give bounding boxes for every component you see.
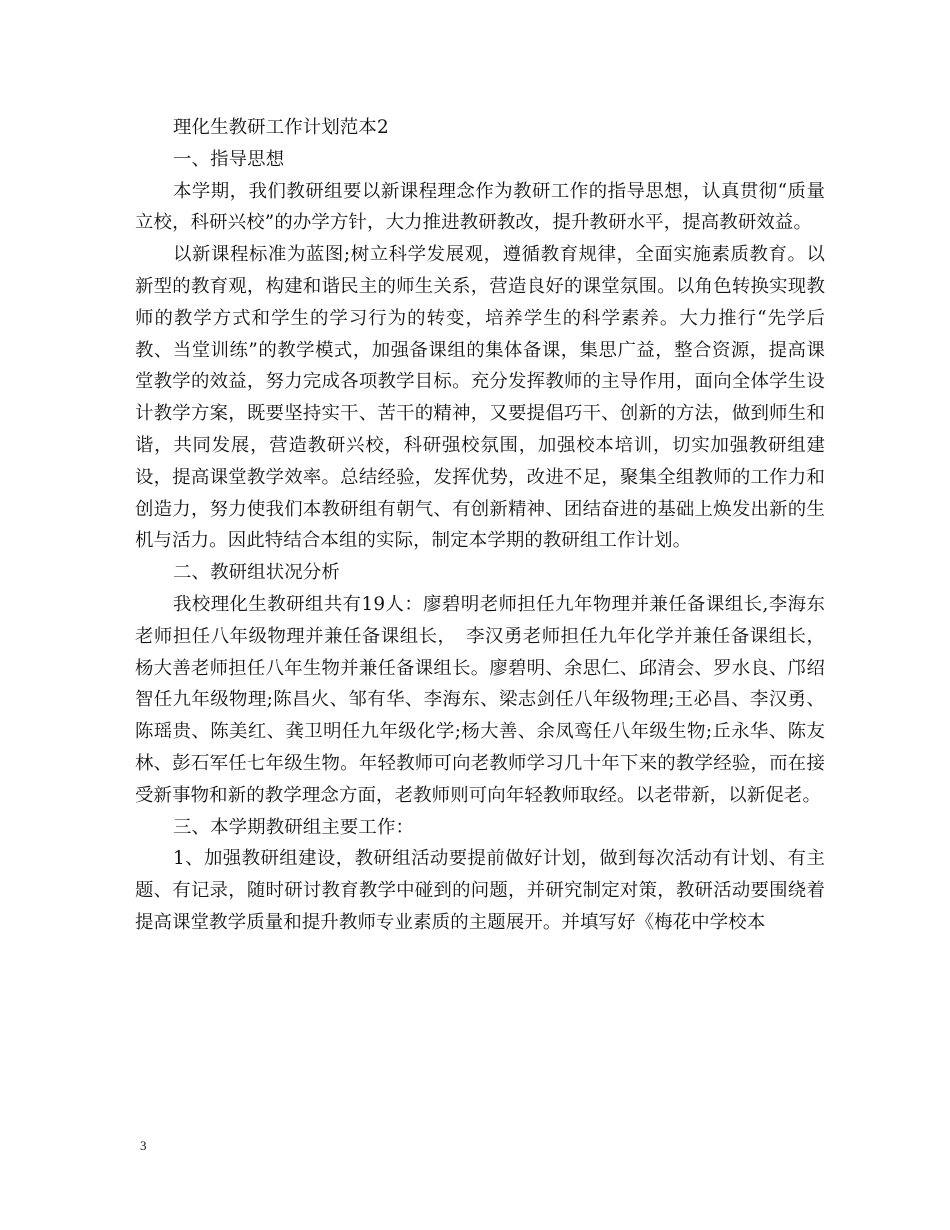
section-heading-group-analysis: 二、教研组状况分析 [173,562,340,584]
paragraph-teaching-concepts: 以新课程标准为蓝图;树立科学发展观，遵循教育规律，全面实施素质教育。以新型的教育观，构建和谐民主的师生关系，营造良好的课堂氛围。以角色转换实现教师的教学方式和学生的学习行为的转变，培养学生的科学素养。大力推行“先学后教、当堂训练”的教学模式，加强备课组的集体备课，集思广益，整合资源，提高课堂教学的效益，努力完成各项教学目标。充分发挥教师的主导作用，面向全体学生设计教学方案，既要坚持实干、苦干的精神，又要提倡巧干、创新的方法，做到师生和谐，共同发展，营造教研兴校，科研强校氛围，加强校本培训，切实加强教研组建设，提高课堂教学效率。总结经验，发挥优势，改进不足，聚集全组教师的工作力和创造力，努力使我们本教研组有朝气、有创新精神、团结奋进的基础上焕发出新的生机与活力。因此特结合本组的实际，制定本学期的教研组工作计划。 [135,244,825,552]
document-title: 理化生教研工作计划范本2 [173,117,389,138]
paragraph-guiding-ideology: 本学期，我们教研组要以新课程理念作为教研工作的指导思想，认真贯彻“质量立校，科研兴校”的办学方针，大力推进教研教改，提升教研水平，提高教研效益。 [135,180,825,234]
page-number: 3 [140,1138,147,1153]
document-body [135,112,825,939]
paragraph-work-item-1: 1、加强教研组建设，教研组活动要提前做好计划，做到每次活动有计划、有主题、有记录，随时研讨教育教学中碰到的问题，并研究制定对策，教研活动要围绕着提高课堂教学质量和提升教师专业素质的主题展开。并填写好《梅花中学校本 [135,848,825,933]
section-heading-main-work: 三、本学期教研组主要工作： [173,816,415,838]
section-heading-guiding-ideology: 一、指导思想 [173,148,285,170]
paragraph-group-analysis: 我校理化生教研组共有19人：廖碧明老师担任九年物理并兼任备课组长,李海东老师担任八年级物理并兼任备课组长， 李汉勇老师担任九年化学并兼任备课组长，杨大善老师担任八年生物并兼任备课组长。廖碧明、余思仁、邱清会、罗水良、邝绍智任九年级物理;陈昌火、邹有华、李海东、梁志剑任八年级物理;王必昌、李汉勇、陈瑶贵、陈美红、龚卫明任九年级化学;杨大善、余凤鸾任八年级生物;丘永华、陈友林、彭石军任七年级生物。年轻教师可向老教师学习几十年下来的教学经验，而在接受新事物和新的教学理念方面，老教师则可向年轻教师取经。以老带新，以新促老。 [135,593,825,806]
